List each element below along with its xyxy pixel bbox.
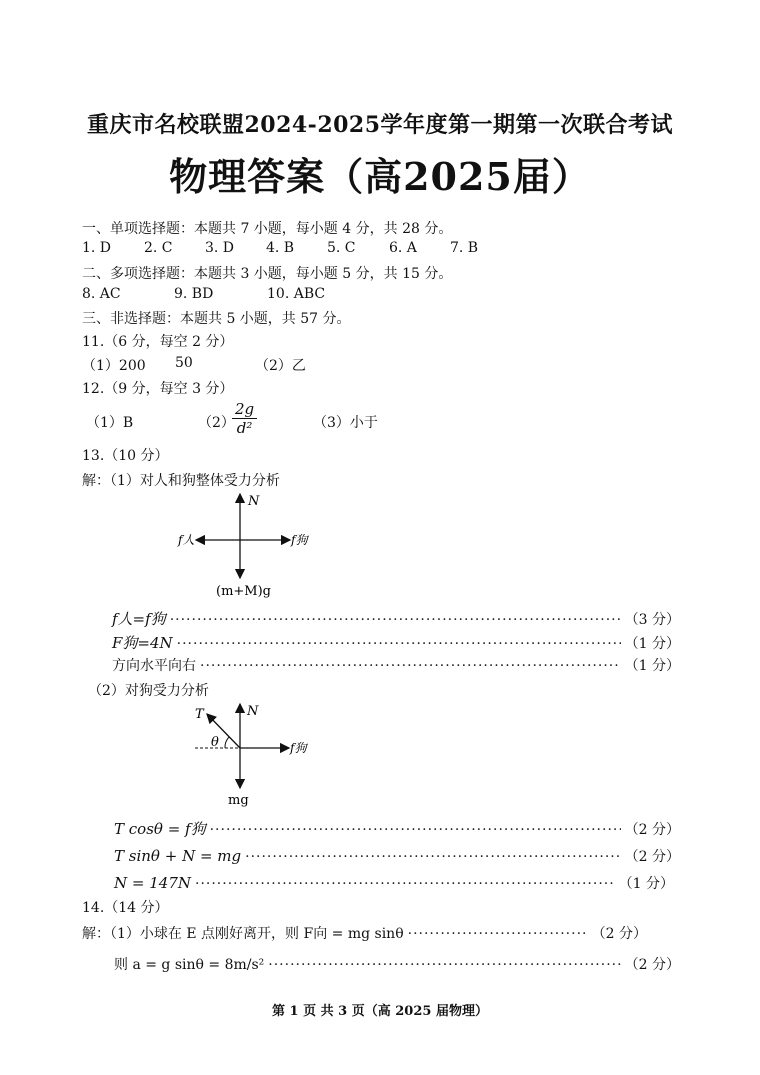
label-f-person: f人 — [178, 533, 195, 547]
answer-title: 物理答案（高2025届） — [169, 154, 591, 199]
label-weight: (m+M)g — [216, 584, 271, 599]
q11-part1: （1）200 — [82, 358, 146, 374]
answer-row: T cosθ = f狗 ····· （2 分） — [114, 818, 680, 839]
answer-item: 2. C — [144, 240, 173, 256]
q11-part1b: 50 — [175, 355, 193, 371]
label-N: N — [248, 494, 260, 509]
label-N: N — [247, 704, 259, 719]
q14-heading: 14.（14 分） — [82, 900, 169, 916]
label-T: T — [195, 707, 204, 722]
q13-heading: 13.（10 分） — [82, 448, 169, 464]
label-theta: θ — [211, 735, 219, 750]
label-f-dog: f狗 — [291, 533, 308, 547]
q12-part1: （1）B — [86, 415, 134, 431]
section2-heading: 二、多项选择题：本题共 3 小题，每小题 5 分，共 15 分。 — [82, 266, 453, 282]
q13-part2: （2）对狗受力分析 — [88, 683, 209, 699]
answer-item: 8. AC — [82, 286, 121, 302]
q12-part2: （2） — [198, 415, 235, 431]
answer-item: 5. C — [327, 240, 356, 256]
answer-item: 10. ABC — [267, 286, 326, 302]
label-f-dog: f狗 — [290, 741, 307, 755]
exam-title: 重庆市名校联盟2024-2025学年度第一期第一次联合考试 — [86, 112, 674, 138]
answer-row: T sinθ + N = mg ····· （2 分） — [114, 846, 680, 866]
q12-heading: 12.（9 分，每空 3 分） — [82, 381, 234, 397]
answer-row: N = 147N ····· （1 分） — [114, 873, 674, 893]
q12-part3: （3）小于 — [313, 415, 378, 431]
answer-item: 9. BD — [174, 286, 214, 302]
answer-row: 解：（1）小球在 E 点刚好离开，则 F向 = mg sinθ ····· （2 分） — [82, 923, 647, 943]
force-diagram-whole — [170, 490, 330, 602]
answer-row: F狗=4N ····· （1 分） — [112, 632, 680, 653]
answer-row: 方向水平向右 ····· （1 分） — [112, 655, 680, 675]
answer-item: 6. A — [389, 240, 417, 256]
answer-item: 4. B — [266, 240, 295, 256]
answer-item: 3. D — [205, 240, 235, 256]
q11-heading: 11.（6 分，每空 2 分） — [82, 334, 234, 350]
q12-fraction — [232, 400, 257, 437]
angle-arc — [225, 737, 229, 748]
answer-item: 1. D — [82, 240, 112, 256]
section3-heading: 三、非选择题：本题共 5 小题，共 57 分。 — [82, 311, 351, 327]
section1-heading: 一、单项选择题：本题共 7 小题，每小题 4 分，共 28 分。 — [82, 221, 453, 237]
answer-item: 7. B — [450, 240, 479, 256]
label-weight: mg — [228, 793, 249, 808]
force-diagram-dog — [185, 700, 325, 810]
answer-row: 则 a = g sinθ = 8m/s² ····· （2 分） — [114, 954, 680, 974]
fraction-numerator: 2g — [232, 400, 257, 419]
answer-row: f人=f狗 ····· （3 分） — [112, 608, 680, 629]
q13-intro: 解：（1）对人和狗整体受力分析 — [82, 473, 280, 489]
fraction-denominator: d² — [236, 419, 253, 437]
page-footer: 第 1 页 共 3 页（高 2025 届物理） — [272, 1004, 488, 1019]
q11-part2: （2）乙 — [255, 358, 306, 374]
